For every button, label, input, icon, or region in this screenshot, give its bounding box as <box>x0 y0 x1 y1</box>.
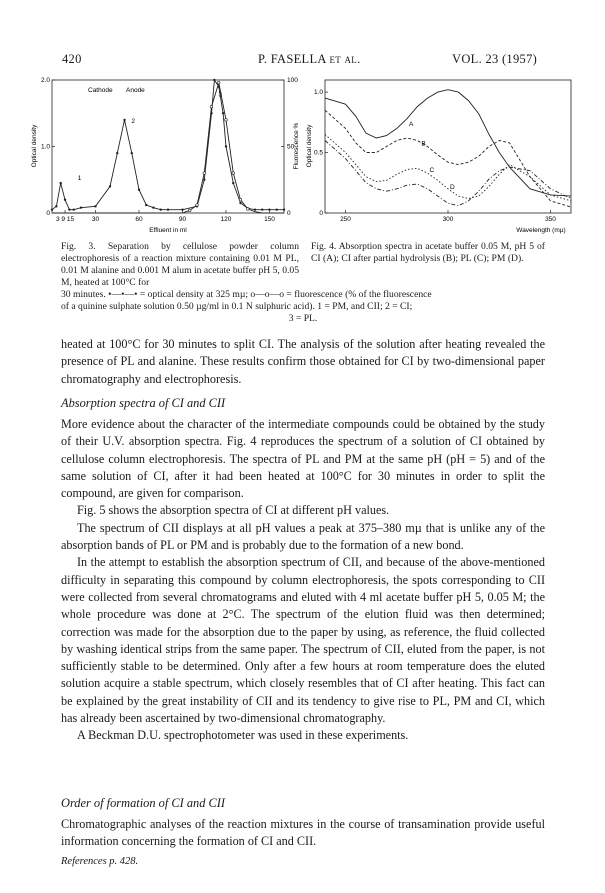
fig3-peak-label: 2 <box>131 118 136 126</box>
fig3-y-left-tick-label: 1.0 <box>40 143 50 151</box>
fig3-od-point <box>160 208 162 210</box>
fig3-od-point <box>232 182 234 184</box>
fig4-x-tick-label: 350 <box>545 216 556 223</box>
fig4-series-C <box>325 134 571 201</box>
fig3-y-right-tick-label: 50 <box>287 143 295 151</box>
fig3-od-point <box>55 205 57 207</box>
fig4-x-tick-label: 300 <box>442 216 454 223</box>
fig3-od-point <box>254 208 256 210</box>
fig4-x-tick-label: 250 <box>340 216 351 223</box>
fig3-fluor-point <box>246 208 249 211</box>
fig3-fluor-point <box>239 198 242 201</box>
fig3-od-point <box>145 204 147 206</box>
fig3-y-right-tick-label: 0 <box>287 210 291 217</box>
fig3-fluor-point <box>225 119 228 122</box>
fig3-x-tick-label: 60 <box>135 216 143 223</box>
fig3-od-point <box>239 202 241 204</box>
running-header-volume: VOL. 23 (1957) <box>452 52 538 66</box>
page-number: 420 <box>62 52 82 66</box>
fig3-peak-label: 3 <box>218 91 223 99</box>
fig3-od-point <box>261 208 263 210</box>
caption-continuation-1: 30 minutes. •—•—• = optical density at 325 mµ; o—o—o = fluorescence (% of the fluorescence <box>61 289 432 300</box>
fig3-fluor-point <box>217 81 220 84</box>
fig3-legend-cathode: Cathode <box>88 87 113 94</box>
fig3-y-right-tick-label: 100 <box>287 77 298 84</box>
fig4-frame <box>325 80 571 213</box>
fig3-y-right-label: Fluorescence % <box>293 122 300 170</box>
fig3-peak-label: 1 <box>77 174 82 182</box>
fig3-od-point <box>283 208 285 210</box>
fig3-od-point <box>213 79 215 81</box>
section-heading-absorption: Absorption spectra of CI and CII <box>61 396 226 410</box>
fig3-fluor-point <box>188 209 191 212</box>
fig3-od-point <box>152 206 154 208</box>
fig3-od-point <box>73 208 75 210</box>
fig3-od-point <box>109 185 111 187</box>
fig4-series-A <box>325 90 571 196</box>
fig4-x-label: Wavelength (mµ) <box>516 227 566 234</box>
fig3-x-tick-label: 120 <box>220 216 232 223</box>
fig3-x-tick-label: 90 <box>178 216 187 223</box>
fig4-curve-label: A <box>409 120 414 128</box>
fig3-caption: Fig. 3. Separation by cellulose powder column electrophoresis of a reaction mixture containing 0.01 M PL, 0.01 M alanine and 0.001 M alum in acetate buffer pH 5, 0.05 M, heated at 100°C for <box>61 241 300 288</box>
paragraph-5: In the attempt to establish the absorption spectrum of CII, and because of the above-mentioned difficulty in separating this compound by column electrophoresis, the spots corresponding to CII were collected from several chromatograms and eluted with 4 ml acetate buffer pH 5, 0.05 M; the whole procedure was done at 2°C. The spectrum of the elution fluid was then determined; correction was made for the absorption due to the paper by using, as reference, the fluid collected by washing identical strips from the same paper. The spectrum of CII, eluted from the paper, is not sufficiently stable to be determined. Only after a few hours at room temperature does the eluted solution acquire a stable spectrum, which closely resembles that of CI after heating. This fact can be explained by the great instability of CII and its tendency to give rise to PL, PM and CI, which has already been ascertained by two-dimensional chromatography. <box>61 555 545 726</box>
fig3-od-point <box>138 189 140 191</box>
fig3-series-line <box>52 80 284 210</box>
fig4-series-D <box>325 141 571 206</box>
fig3-fluor-point <box>210 105 213 108</box>
fig3-x-tick-label: 30 <box>91 216 100 223</box>
fig3-od-point <box>131 152 133 154</box>
paragraph-4: The spectrum of CII displays at all pH values a peak at 375–380 mµ that is unlike any of the absorption bands of PL or PM and is probably due to the formation of a new bond. <box>61 520 545 553</box>
section-heading-order: Order of formation of CI and CII <box>61 796 226 810</box>
fig3-od-point <box>51 208 53 210</box>
fig3-y-left-tick-label: 2.0 <box>40 77 50 84</box>
paragraph-7: Chromatographic analyses of the reaction mixtures in the course of transamination provide useful information concerning the formation of CI and CII. <box>61 817 545 849</box>
fig4-curve-label: B <box>421 140 426 148</box>
fig4-y-label: Optical density <box>306 124 313 168</box>
fig3-fluor-point <box>232 172 235 175</box>
fig3-x-tick-label: 150 <box>264 216 275 223</box>
fig3-od-point <box>80 206 82 208</box>
fig3-od-point <box>60 182 62 184</box>
fig3-legend <box>88 87 145 94</box>
fig3-x-label: Effluent in ml <box>149 227 187 234</box>
fig3-od-point <box>222 112 224 114</box>
fig3-legend-anode: Anode <box>126 87 145 94</box>
paragraph-1: heated at 100°C for 30 minutes to split CI. The analysis of the solution after heating revealed the presence of PL and alanine. These results confirm those obtained for CI by two-dimensional paper chromatography and electrophoresis. <box>61 337 545 386</box>
fig4-y-tick-label: 0 <box>319 210 323 217</box>
fig4-y-tick-label: 0.5 <box>313 149 323 157</box>
fig3-od-point <box>268 208 270 210</box>
fig3-fluor-point <box>196 204 199 207</box>
fig3-od-point <box>64 199 66 201</box>
fig3-y-left-tick-label: 0 <box>46 210 50 217</box>
fig4-y-tick-label: 1.0 <box>313 89 323 97</box>
caption-continuation-2: of a quinine sulphate solution 0.50 µg/ml in 0.1 N sulphuric acid). 1 = PM, and CII; 2 = CI; <box>61 301 413 312</box>
caption-continuation-3: 3 = PL. <box>288 313 318 324</box>
fig3-frame <box>52 80 284 213</box>
fig3-fluor-point <box>203 172 206 175</box>
fig3-od-point <box>94 205 96 207</box>
running-header-authors: P. FASELLA et al. <box>258 52 361 66</box>
fig3-chart <box>30 72 305 237</box>
fig3-od-point <box>181 208 183 210</box>
fig3-y-left-label: Optical density <box>31 124 38 168</box>
fig4-series-B <box>325 110 571 207</box>
fig3-od-point <box>167 208 169 210</box>
fig4-caption: Fig. 4. Absorption spectra in acetate buffer 0.05 M, pH 5 of CI (A); CI after partial hydrolysis (B); PL (C); PM (D). <box>311 241 545 264</box>
fig4-curve-label: D <box>450 183 455 191</box>
fig4-chart <box>303 72 583 237</box>
fig3-series-line <box>52 83 284 213</box>
fig3-ticks <box>41 77 298 223</box>
fig3-od-point <box>123 119 125 121</box>
fig4-curve-label: C <box>429 166 435 174</box>
fig3-od-point <box>225 145 227 147</box>
fig3-od-point <box>276 208 278 210</box>
fig3-od-point <box>68 208 70 210</box>
references-note: References p. 428. <box>61 856 139 867</box>
fig4-plot <box>325 90 571 207</box>
fig3-plot <box>51 79 285 213</box>
paragraph-6: A Beckman D.U. spectrophotometer was used in these experiments. <box>77 728 409 743</box>
paragraph-2: More evidence about the character of the intermediate compounds could be obtained by the study of their U.V. absorption spectra. Fig. 4 reproduces the spectrum of a solution of CI obtained by cellulose column electrophoresis. The spectra of PL and PM at the same pH (pH = 5) and of the same solution of CI, after it had been heated at 100°C for 30 minutes in order to split the compound, are given for comparison. <box>61 417 545 501</box>
fig3-x-tick-label: 3 9 15 <box>56 216 75 223</box>
paragraph-3: Fig. 5 shows the absorption spectra of CI at different pH values. <box>77 503 390 518</box>
section-absorption-body <box>61 416 545 745</box>
fig3-od-point <box>116 152 118 154</box>
